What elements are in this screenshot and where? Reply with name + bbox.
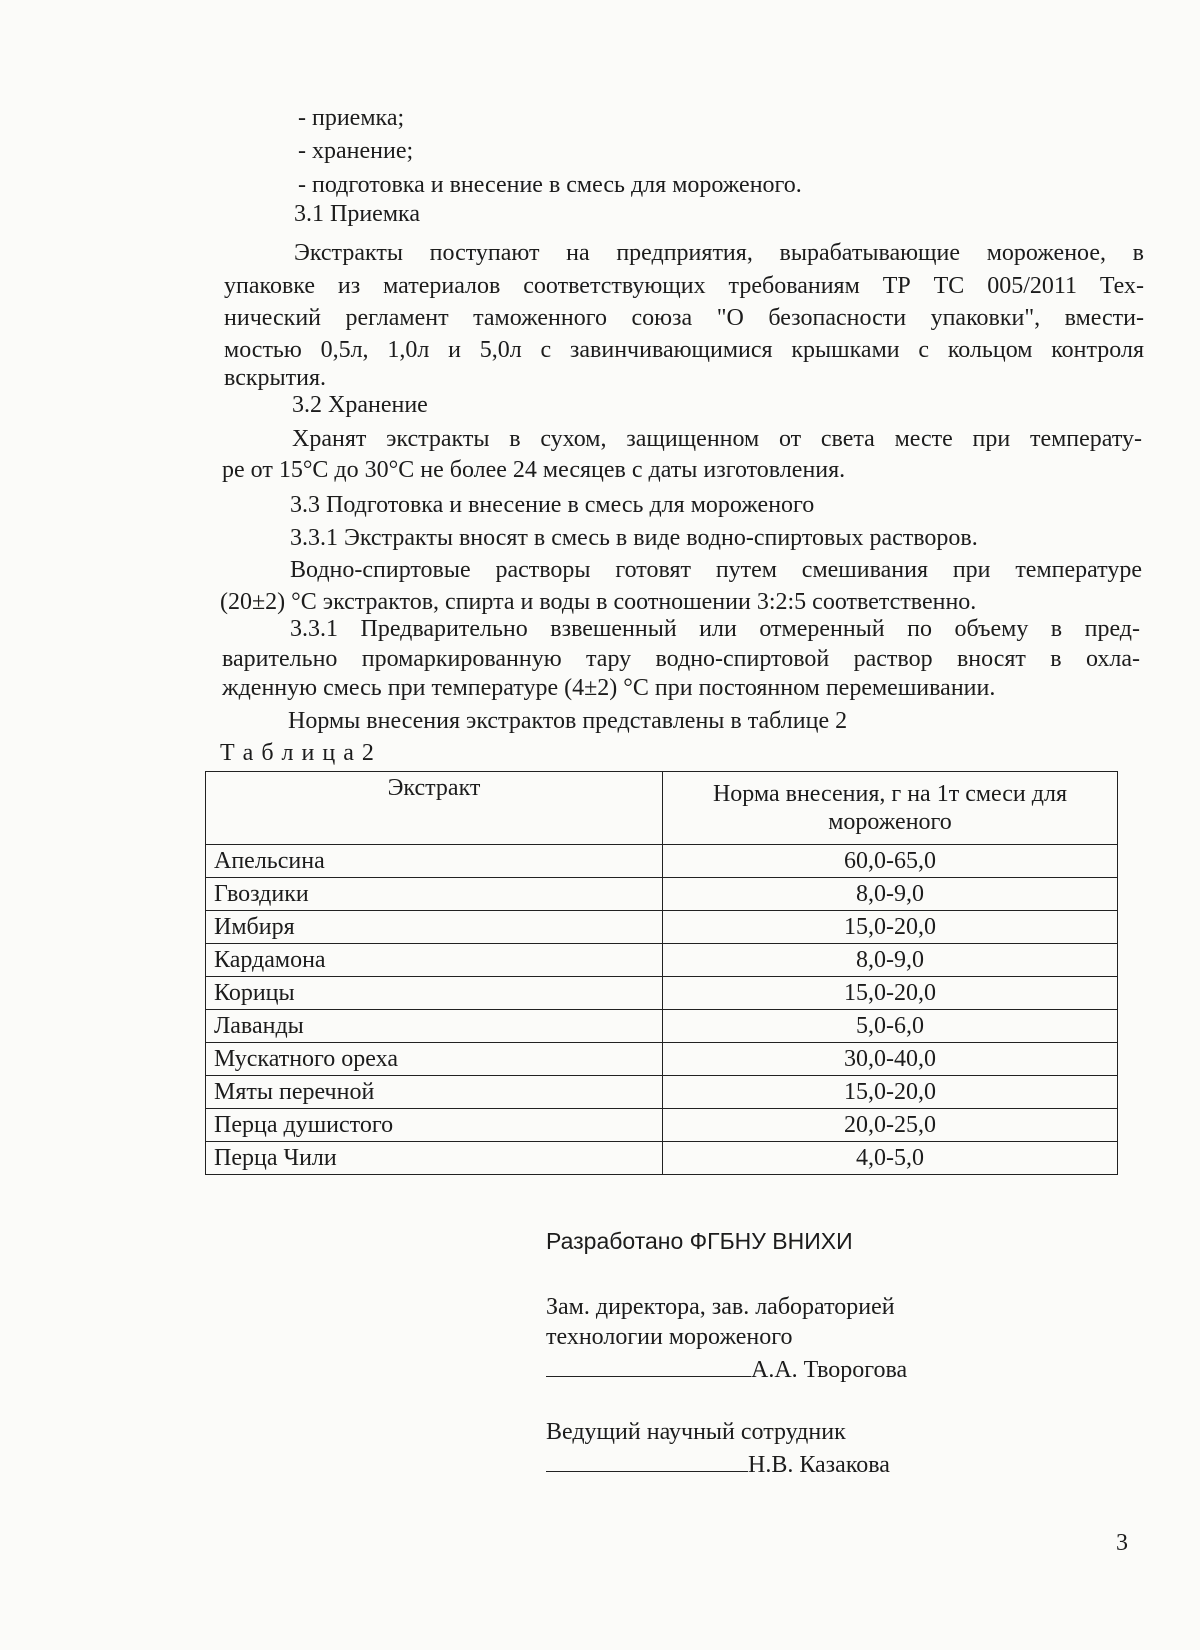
list-item: - подготовка и внесение в смесь для мороженого. — [298, 172, 802, 198]
signatory-name: А.А. Творогова — [751, 1357, 908, 1383]
extract-name: Мускатного ореха — [206, 1043, 663, 1076]
norm-value: 4,0-5,0 — [663, 1142, 1118, 1175]
paragraph-line: Хранят экстракты в сухом, защищенном от света месте при температу- — [292, 426, 1142, 452]
extract-name: Лаванды — [206, 1010, 663, 1043]
signature-block — [546, 1449, 890, 1480]
extract-name: Гвоздики — [206, 878, 663, 911]
paragraph — [222, 614, 1140, 703]
paragraph-line: ре от 15°С до 30°С не более 24 месяцев с даты изготовления. — [222, 457, 846, 483]
norm-value: 8,0-9,0 — [663, 878, 1118, 911]
page-number: 3 — [1116, 1530, 1128, 1556]
table-row — [206, 845, 1118, 878]
table-row — [206, 1010, 1118, 1043]
paragraph-line: мостью 0,5л, 1,0л и 5,0л с завинчивающимися крышками с кольцом контроля — [224, 337, 1144, 363]
extract-name: Корицы — [206, 977, 663, 1010]
table-caption: Т а б л и ц а 2 — [220, 740, 375, 766]
column-header: Экстракт — [206, 772, 663, 845]
extract-name: Апельсина — [206, 845, 663, 878]
paragraph-line: варительно промаркированную тару водно-спиртовой раствор вносят в охла- — [222, 646, 1140, 672]
section-heading: 3.2 Хранение — [292, 392, 428, 418]
norm-value: 8,0-9,0 — [663, 944, 1118, 977]
table-row — [206, 878, 1118, 911]
signature-line — [546, 1449, 748, 1472]
list-item: - приемка; — [298, 105, 405, 131]
paragraph-line: вскрытия. — [224, 365, 326, 391]
developer-credit: Разработано ФГБНУ ВНИХИ — [546, 1228, 853, 1254]
extract-name: Имбиря — [206, 911, 663, 944]
table-row — [206, 1142, 1118, 1175]
signatory-name: Н.В. Казакова — [748, 1452, 890, 1478]
table-row — [206, 1043, 1118, 1076]
table-row — [206, 944, 1118, 977]
extract-name: Мяты перечной — [206, 1076, 663, 1109]
table-reference: Нормы внесения экстрактов представлены в таблице 2 — [288, 708, 848, 734]
paragraph-line: упаковке из материалов соответствующих требованиям ТР ТС 005/2011 Тех- — [224, 273, 1144, 299]
signatory-position: Ведущий научный сотрудник — [546, 1419, 846, 1445]
paragraph-line: Водно-спиртовые растворы готовят путем смешивания при температуре — [290, 557, 1142, 583]
extract-name: Перца душистого — [206, 1109, 663, 1142]
paragraph — [224, 238, 1144, 393]
signatory-position: технологии мороженого — [546, 1324, 793, 1350]
norm-value: 15,0-20,0 — [663, 1076, 1118, 1109]
norm-value: 15,0-20,0 — [663, 911, 1118, 944]
paragraph-line: жденную смесь при температуре (4±2) °С при постоянном перемешивании. — [222, 675, 996, 701]
column-header: Норма внесения, г на 1т смеси для мороженого — [663, 772, 1118, 845]
norm-value: 30,0-40,0 — [663, 1043, 1118, 1076]
paragraph-line: 3.3.1 Предварительно взвешенный или отмеренный по объему в пред- — [290, 616, 1140, 642]
extract-name: Кардамона — [206, 944, 663, 977]
norms-table — [205, 771, 1118, 1175]
extract-name: Перца Чили — [206, 1142, 663, 1175]
section-heading: 3.1 Приемка — [294, 201, 420, 227]
paragraph — [222, 424, 1142, 485]
numbered-item: 3.3.1 Экстракты вносят в смесь в виде водно-спиртовых растворов. — [290, 525, 978, 551]
table-row — [206, 1109, 1118, 1142]
signature-block — [546, 1354, 907, 1385]
list-item: - хранение; — [298, 138, 414, 164]
table-row — [206, 911, 1118, 944]
table-row — [206, 1076, 1118, 1109]
norm-value: 15,0-20,0 — [663, 977, 1118, 1010]
section-heading: 3.3 Подготовка и внесение в смесь для мороженого — [290, 492, 815, 518]
norm-value: 60,0-65,0 — [663, 845, 1118, 878]
norm-value: 5,0-6,0 — [663, 1010, 1118, 1043]
paragraph-line: (20±2) °С экстрактов, спирта и воды в соотношении 3:2:5 соответственно. — [220, 589, 977, 615]
norm-value: 20,0-25,0 — [663, 1109, 1118, 1142]
signatory-position: Зам. директора, зав. лабораторией — [546, 1294, 895, 1320]
table-header-row — [206, 772, 1118, 845]
paragraph-line: нический регламент таможенного союза "О безопасности упаковки", вмести- — [224, 305, 1144, 331]
paragraph — [220, 555, 1142, 617]
table-row — [206, 977, 1118, 1010]
signature-line — [546, 1354, 751, 1377]
paragraph-line: Экстракты поступают на предприятия, вырабатывающие мороженое, в — [294, 240, 1144, 266]
